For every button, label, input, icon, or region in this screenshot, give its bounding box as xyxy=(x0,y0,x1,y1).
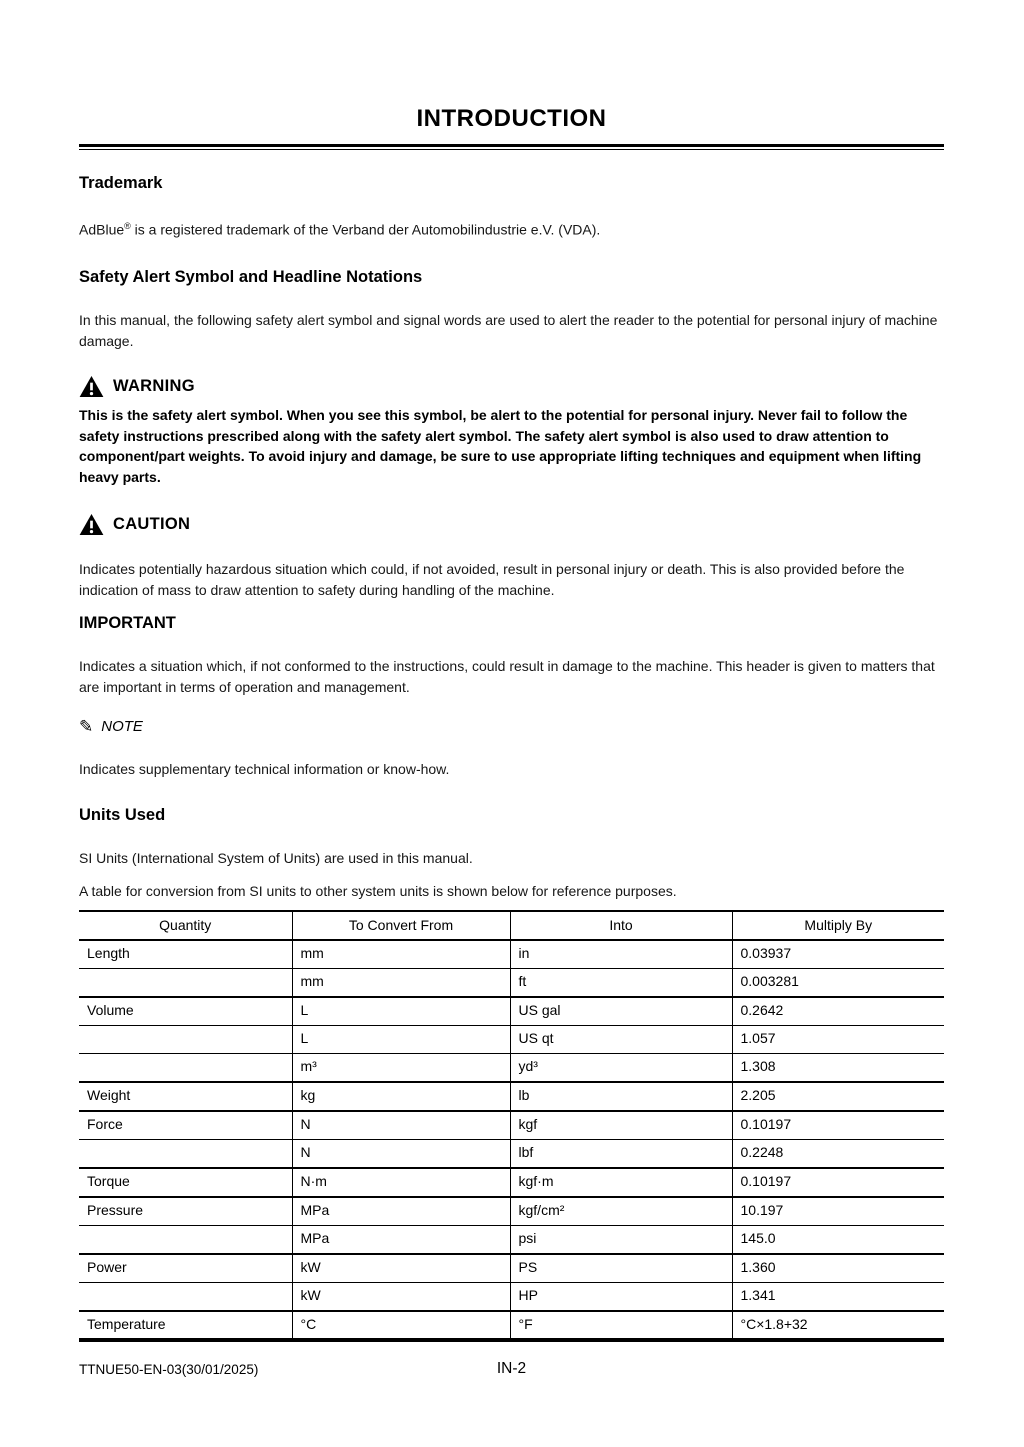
cell-multiply: 2.205 xyxy=(732,1082,944,1111)
cell-multiply: 0.2248 xyxy=(732,1139,944,1168)
safety-alert-body: In this manual, the following safety alert symbol and signal words are used to alert the reader to the potential for personal injury of machine damage. xyxy=(79,312,938,349)
unit-table-head xyxy=(79,911,944,940)
caution-signal-line xyxy=(79,511,944,537)
table-row xyxy=(79,968,944,997)
cell-into: HP xyxy=(510,1282,732,1311)
cell-from: L xyxy=(292,1025,510,1053)
cell-into: kgf xyxy=(510,1111,732,1140)
column-header-from: To Convert From xyxy=(292,911,510,940)
cell-quantity: Weight xyxy=(79,1082,292,1111)
cell-quantity xyxy=(79,968,292,997)
table-row xyxy=(79,1168,944,1197)
cell-quantity xyxy=(79,1025,292,1053)
cell-multiply: 10.197 xyxy=(732,1197,944,1226)
pencil-icon: ✎ xyxy=(79,716,94,736)
table-row xyxy=(79,1111,944,1140)
cell-into: US gal xyxy=(510,997,732,1026)
table-row xyxy=(79,1311,944,1341)
cell-into: ft xyxy=(510,968,732,997)
cell-into: lb xyxy=(510,1082,732,1111)
brand-name: AdBlue xyxy=(79,221,125,238)
table-header-row xyxy=(79,911,944,940)
table-row xyxy=(79,1197,944,1226)
cell-quantity: Length xyxy=(79,940,292,969)
cell-into: PS xyxy=(510,1254,732,1283)
important-body: Indicates a situation which, if not conformed to the instructions, could result in damage to the machine. This header is given to matters that are important in terms of operation and management. xyxy=(79,658,935,695)
cell-from: m³ xyxy=(292,1053,510,1082)
registered-mark: ® xyxy=(124,221,131,231)
units-body-1: SI Units (International System of Units) are used in this manual. xyxy=(79,849,473,866)
unit-conversion-table xyxy=(79,910,944,1342)
cell-from: N xyxy=(292,1139,510,1168)
title-double-rule xyxy=(79,144,944,150)
cell-multiply: 1.308 xyxy=(732,1053,944,1082)
column-header-multiply: Multiply By xyxy=(732,911,944,940)
cell-from: mm xyxy=(292,940,510,969)
cell-multiply: °C×1.8+32 xyxy=(732,1311,944,1341)
trademark-body-text: is a registered trademark of the Verband der Automobilindustrie e.V. (VDA). xyxy=(130,221,601,238)
cell-quantity: Power xyxy=(79,1254,292,1283)
table-row xyxy=(79,1139,944,1168)
page-number: IN-2 xyxy=(496,1360,527,1377)
cell-quantity xyxy=(79,1139,292,1168)
table-row xyxy=(79,1025,944,1053)
cell-quantity: Torque xyxy=(79,1168,292,1197)
note-label: NOTE xyxy=(101,717,143,735)
cell-from: kW xyxy=(292,1254,510,1283)
caution-body: Indicates potentially hazardous situation which could, if not avoided, result in personal injury or death. This is also provided before the indication of mass to draw attention to safety during handling of the machine. xyxy=(79,561,905,598)
cell-quantity: Pressure xyxy=(79,1197,292,1226)
cell-quantity: Volume xyxy=(79,997,292,1026)
warning-triangle-icon xyxy=(79,375,104,398)
safety-alert-heading: Safety Alert Symbol and Headline Notations xyxy=(79,268,423,287)
important-heading: IMPORTANT xyxy=(79,614,176,633)
cell-into: psi xyxy=(510,1225,732,1254)
cell-multiply: 145.0 xyxy=(732,1225,944,1254)
trademark-body xyxy=(79,216,944,240)
cell-from: N·m xyxy=(292,1168,510,1197)
cell-from: °C xyxy=(292,1311,510,1341)
page-footer xyxy=(79,1338,944,1378)
cell-into: kgf/cm² xyxy=(510,1197,732,1226)
cell-into: °F xyxy=(510,1311,732,1341)
cell-multiply: 0.10197 xyxy=(732,1111,944,1140)
warning-body: This is the safety alert symbol. When you see this symbol, be alert to the potential for personal injury. Never fail to follow the safety instructions prescribed along with the safety alert symbol. The safety alert symbol is also used to draw attention to component/part weights. To avoid injury and damage, be sure to use appropriate lifting techniques and equipment when lifting heavy parts. xyxy=(79,407,922,485)
cell-from: kW xyxy=(292,1282,510,1311)
cell-quantity xyxy=(79,1225,292,1254)
cell-multiply: 0.003281 xyxy=(732,968,944,997)
trademark-heading: Trademark xyxy=(79,174,163,192)
units-used-heading: Units Used xyxy=(79,805,166,824)
column-header-into: Into xyxy=(510,911,732,940)
cell-from: MPa xyxy=(292,1225,510,1254)
column-header-quantity: Quantity xyxy=(79,911,292,940)
warning-label: WARNING xyxy=(113,376,195,395)
document-code: TTNUE50-EN-03(30/01/2025) xyxy=(79,1362,259,1377)
cell-into: yd³ xyxy=(510,1053,732,1082)
table-row xyxy=(79,1282,944,1311)
table-row xyxy=(79,1082,944,1111)
cell-quantity xyxy=(79,1282,292,1311)
unit-table-body xyxy=(79,940,944,1341)
cell-quantity: Force xyxy=(79,1111,292,1140)
warning-signal-line xyxy=(79,373,944,399)
cell-from: kg xyxy=(292,1082,510,1111)
table-row xyxy=(79,1053,944,1082)
cell-into: lbf xyxy=(510,1139,732,1168)
caution-label: CAUTION xyxy=(113,514,191,533)
cell-multiply: 1.360 xyxy=(732,1254,944,1283)
cell-from: L xyxy=(292,997,510,1026)
cell-multiply: 0.10197 xyxy=(732,1168,944,1197)
cell-into: US qt xyxy=(510,1025,732,1053)
table-row xyxy=(79,940,944,969)
cell-multiply: 1.341 xyxy=(732,1282,944,1311)
cell-into: in xyxy=(510,940,732,969)
cell-multiply: 1.057 xyxy=(732,1025,944,1053)
note-body: Indicates supplementary technical information or know-how. xyxy=(79,761,450,778)
units-body-2: A table for conversion from SI units to other system units is shown below for reference purposes. xyxy=(79,883,677,900)
cell-multiply: 0.03937 xyxy=(732,940,944,969)
page-title: INTRODUCTION xyxy=(416,105,607,132)
cell-quantity: Temperature xyxy=(79,1311,292,1341)
table-row xyxy=(79,997,944,1026)
cell-multiply: 0.2642 xyxy=(732,997,944,1026)
table-row xyxy=(79,1254,944,1283)
cell-into: kgf·m xyxy=(510,1168,732,1197)
cell-from: N xyxy=(292,1111,510,1140)
cell-from: mm xyxy=(292,968,510,997)
cell-from: MPa xyxy=(292,1197,510,1226)
cell-quantity xyxy=(79,1053,292,1082)
table-row xyxy=(79,1225,944,1254)
caution-triangle-icon xyxy=(79,513,104,536)
note-signal-line xyxy=(79,715,944,737)
